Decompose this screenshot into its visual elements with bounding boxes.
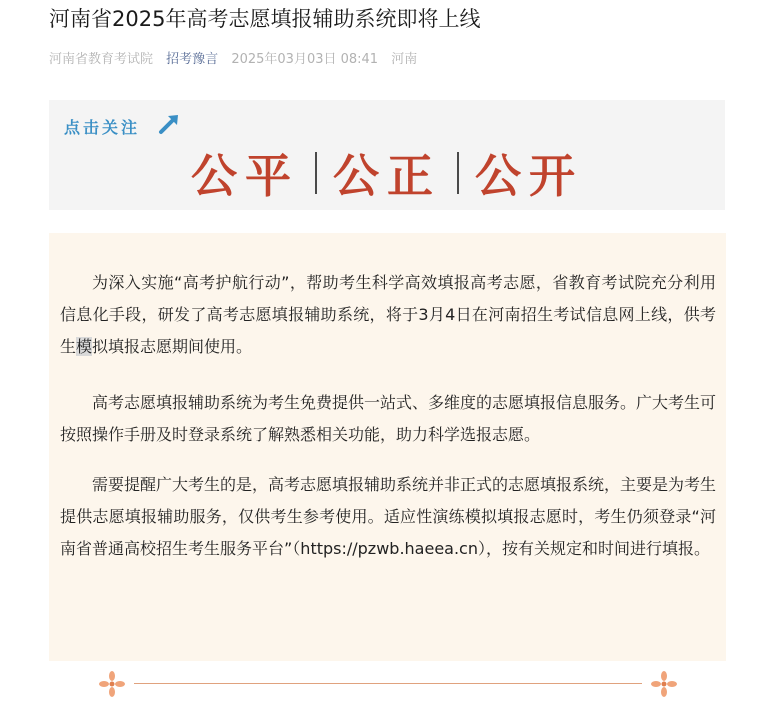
paragraph-3-text: 需要提醒广大考生的是，高考志愿填报辅助系统并非正式的志愿填报系统，主要是为考生提供志愿填报辅助服务，仅供考生参考使用。适应性演练模拟填报志愿时，考生仍须登录“河南省普通高校招生考生服务平台”（ — [60, 475, 717, 558]
article-title: 河南省2025年高考志愿填报辅助系统即将上线 — [49, 7, 481, 31]
article-meta — [49, 50, 426, 70]
decorative-divider — [98, 668, 678, 700]
paragraph-1-text: 为深入实施“高考护航行动”，帮助考生科学高效填报高考志愿，省教育考试院充分利用信息化手段，研发了高考志愿填报辅助系统，将于3月4日在河南招生考试信息网上线，供考生 — [60, 273, 716, 356]
paragraph-1 — [60, 267, 716, 363]
paragraph-2: 高考志愿填报辅助系统为考生免费提供一站式、多维度的志愿填报信息服务。广大考生可按照操作手册及时登录系统了解熟悉相关功能，助力科学选报志愿。 — [60, 393, 717, 444]
slogan-separator — [457, 152, 459, 194]
paragraph-3 — [60, 469, 716, 565]
follow-prompt[interactable]: 点击关注 — [64, 118, 141, 137]
flower-icon — [98, 670, 126, 698]
slogan-separator — [315, 152, 317, 194]
source-label: 河南省教育考试院 — [49, 52, 154, 67]
account-link[interactable]: 招考豫言 — [166, 52, 219, 67]
article-content — [49, 233, 726, 661]
paragraph-1-text-end: 拟填报志愿期间使用。 — [92, 337, 253, 356]
location-label: 河南 — [391, 52, 418, 67]
divider-line — [134, 683, 642, 684]
platform-url: https://pzwb.haeea.cn — [300, 539, 478, 558]
slogan — [49, 138, 725, 208]
slogan-fair: 公平 — [191, 149, 299, 203]
slogan-just: 公正 — [333, 149, 441, 203]
paragraph-3-text-end: ），按有关规定和时间进行填报。 — [478, 539, 711, 558]
slogan-banner-image — [49, 100, 725, 210]
flower-icon — [650, 670, 678, 698]
slogan-open: 公开 — [475, 149, 583, 203]
arrow-icon — [157, 110, 183, 136]
highlighted-char: 模 — [76, 337, 93, 356]
publish-date: 2025年03月03日 08:41 — [231, 52, 379, 67]
